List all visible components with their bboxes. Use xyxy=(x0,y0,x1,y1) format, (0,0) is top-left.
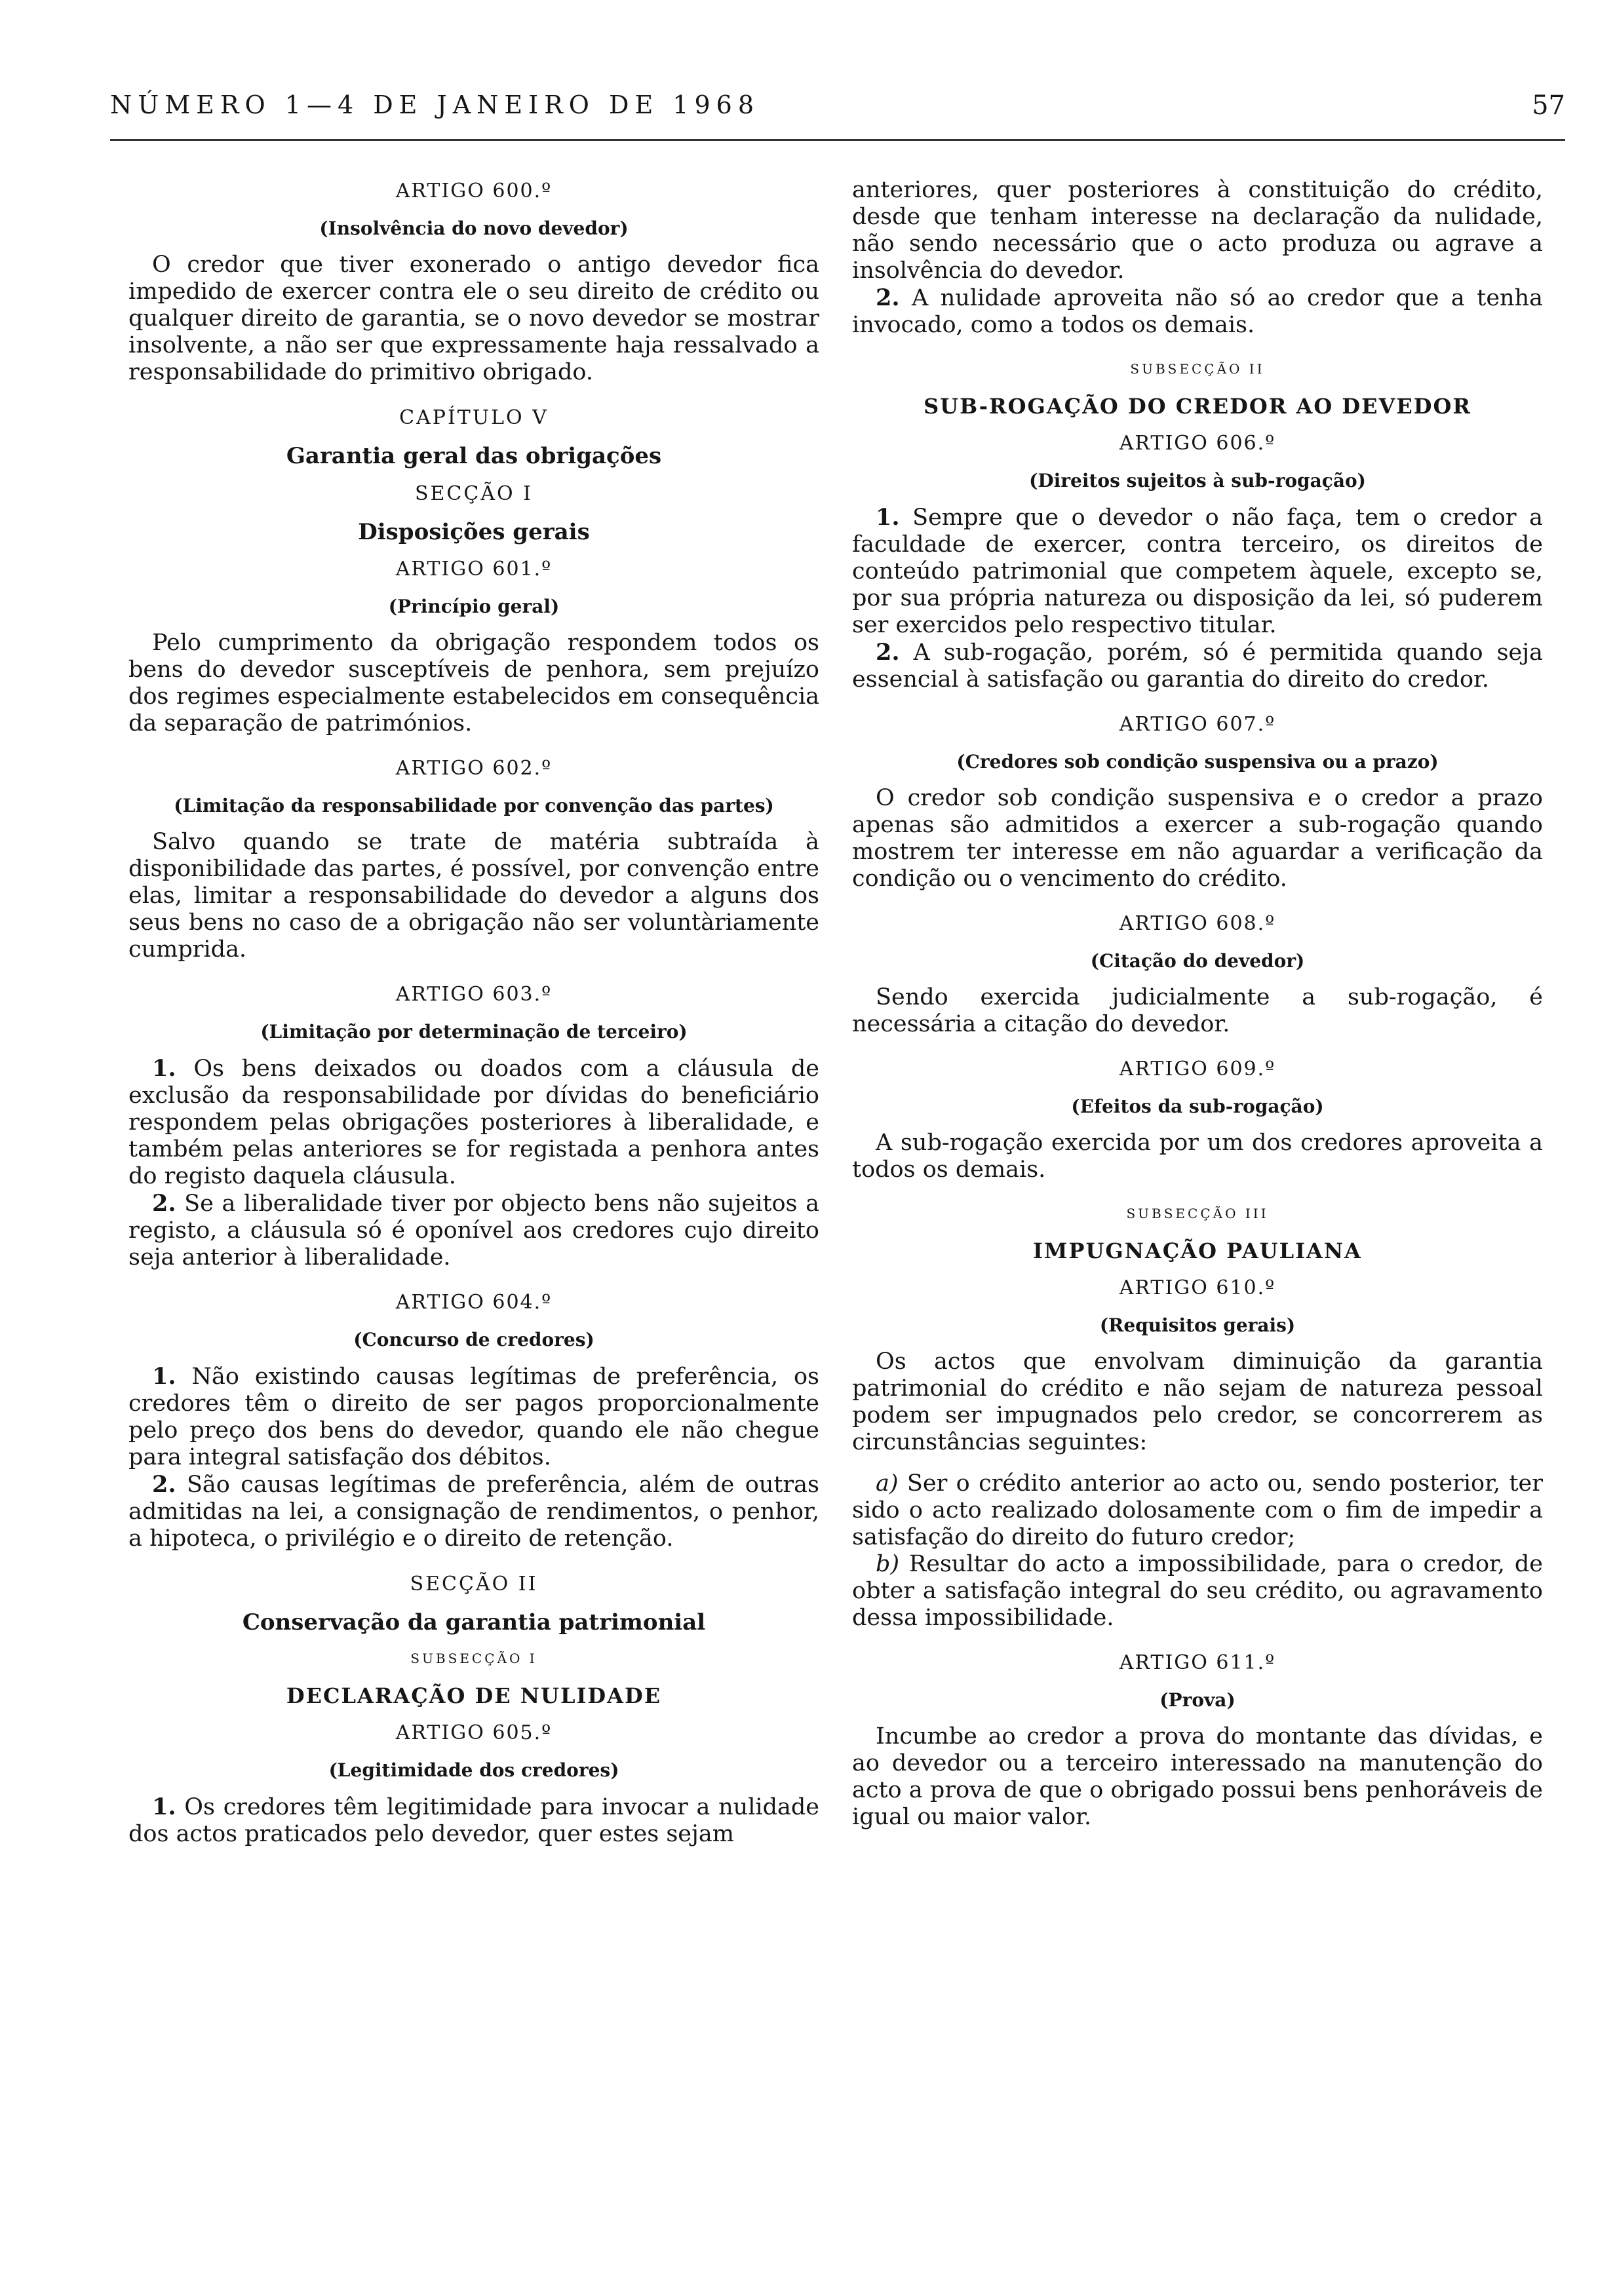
article-605 xyxy=(128,1719,819,1848)
article-paragraph-1 xyxy=(128,1793,819,1848)
section-label: SECÇÃO I xyxy=(414,482,533,505)
article-heading: (Princípio geral) xyxy=(388,596,560,617)
article-number: ARTIGO 601.º xyxy=(395,558,553,581)
right-column xyxy=(852,177,1543,1848)
article-paragraph-2 xyxy=(128,1471,819,1552)
article-605-continued xyxy=(852,177,1543,339)
subsection-label: SUBSECÇÃO I xyxy=(410,1651,537,1666)
paragraph-number: 1. xyxy=(876,504,900,531)
chapter-title: Garantia geral das obrigações xyxy=(286,443,662,469)
paragraph-text: Os credores têm legitimidade para invocar a nulidade dos actos praticados pelo devedor, quer estes sejam xyxy=(128,1794,819,1847)
article-heading: (Requisitos gerais) xyxy=(1099,1314,1296,1336)
article-heading: (Direitos sujeitos à sub-rogação) xyxy=(1029,470,1366,491)
article-611 xyxy=(852,1649,1543,1831)
article-number: ARTIGO 607.º xyxy=(1119,713,1276,736)
article-608 xyxy=(852,909,1543,1038)
paragraph-text: A nulidade aproveita não só ao credor que a tenha invocado, como a todos os demais. xyxy=(852,285,1543,338)
article-text: Os actos que envolvam diminuição da garantia patrimonial do crédito e não sejam de natureza pessoal podem ser impugnados pelo credor, se concorrerem as circunstâncias seguintes: xyxy=(852,1349,1543,1455)
left-column xyxy=(128,177,819,1865)
article-number: ARTIGO 611.º xyxy=(1119,1651,1276,1674)
paragraph-number: 1. xyxy=(152,1793,176,1820)
article-text: A sub-rogação exercida por um dos credores aproveita a todos os demais. xyxy=(852,1130,1543,1183)
article-item-b xyxy=(852,1551,1543,1632)
paragraph-number: 2. xyxy=(152,1190,176,1217)
paragraph-number: 2. xyxy=(876,284,900,311)
item-text: Ser o crédito anterior ao acto ou, sendo posterior, ter sido o acto realizado dolosamente com o fim de impedir a satisfação do direito do futuro credor; xyxy=(852,1470,1543,1550)
article-600 xyxy=(128,177,819,386)
article-text: Pelo cumprimento da obrigação respondem todos os bens do devedor susceptíveis de penhora, sem prejuízo dos regimes especialmente estabelecidos em consequência da separação de patrimónios. xyxy=(128,630,819,737)
page-number: 57 xyxy=(1532,90,1565,121)
article-paragraph-1 xyxy=(128,1055,819,1190)
paragraph-number: 2. xyxy=(152,1471,176,1498)
paragraph-text: Sempre que o devedor o não faça, tem o credor a faculdade de exercer, contra terceiro, os direitos de conteúdo patrimonial que competem àquele, excepto se, por sua própria natureza ou disposição da lei, só puderem ser exercidos pelo respectivo titular. xyxy=(852,505,1543,638)
article-number: ARTIGO 603.º xyxy=(395,983,553,1006)
paragraph-number: 1. xyxy=(152,1363,176,1390)
article-603 xyxy=(128,980,819,1271)
article-heading: (Legitimidade dos credores) xyxy=(328,1759,619,1781)
paragraph-text: Os bens deixados ou doados com a cláusula de exclusão da responsabilidade por dívidas do beneficiário respondem pelas obrigações posteriores à liberalidade, e também pelas anteriores se for registada a penhora antes do registo daquela cláusula. xyxy=(128,1056,819,1189)
header-rule xyxy=(110,139,1565,141)
journal-issue-title: NÚMERO 1—4 DE JANEIRO DE 1968 xyxy=(110,90,760,119)
article-heading: (Prova) xyxy=(1159,1689,1236,1711)
article-text: Sendo exercida judicialmente a sub-rogação, é necessária a citação do devedor. xyxy=(852,984,1543,1037)
item-letter: a) xyxy=(876,1470,899,1497)
article-number: ARTIGO 610.º xyxy=(1119,1276,1276,1299)
article-heading: (Limitação por determinação de terceiro) xyxy=(260,1021,688,1043)
article-paragraph-2 xyxy=(852,639,1543,693)
article-text: Salvo quando se trate de matéria subtraída à disponibilidade das partes, é possível, por convenção entre elas, limitar a responsabilidade do devedor a alguns dos seus bens no caso de a obrigação não ser voluntàriamente cumprida. xyxy=(128,829,819,963)
article-text: O credor que tiver exonerado o antigo devedor fica impedido de exercer contra ele o seu direito de crédito ou qualquer direito de garantia, se o novo devedor se mostrar insolvente, a não ser que expressamente haja ressalvado a responsabilidade do primitivo obrigado. xyxy=(128,252,819,385)
article-602 xyxy=(128,754,819,963)
article-heading: (Citação do devedor) xyxy=(1090,950,1305,972)
article-item-a xyxy=(852,1470,1543,1551)
subsection-title: IMPUGNAÇÃO PAULIANA xyxy=(1033,1238,1362,1263)
subsection-label: SUBSECÇÃO III xyxy=(1126,1206,1269,1221)
article-number: ARTIGO 600.º xyxy=(395,180,553,202)
section-label: SECÇÃO II xyxy=(410,1573,538,1596)
chapter-label: CAPÍTULO V xyxy=(399,406,549,429)
subsection-label: SUBSECÇÃO II xyxy=(1130,361,1265,377)
article-heading: (Insolvência do novo devedor) xyxy=(319,218,629,239)
article-number: ARTIGO 604.º xyxy=(395,1291,553,1314)
section-title: Disposições gerais xyxy=(358,519,590,545)
article-paragraph-1 xyxy=(852,504,1543,639)
article-heading: (Concurso de credores) xyxy=(353,1329,594,1350)
item-text: Resultar do acto a impossibilidade, para o credor, de obter a satisfação integral do seu crédito, ou agravamento dessa impossibilidade. xyxy=(852,1551,1543,1631)
article-606 xyxy=(852,429,1543,693)
paragraph-text: São causas legítimas de preferência, além de outras admitidas na lei, a consignação de rendimentos, o penhor, a hipoteca, o privilégio e o direito de retenção. xyxy=(128,1472,819,1552)
article-609 xyxy=(852,1055,1543,1183)
paragraph-number: 2. xyxy=(876,639,900,666)
article-paragraph-2 xyxy=(852,284,1543,339)
paragraph-text: Se a liberalidade tiver por objecto bens não sujeitos a registo, a cláusula só é oponível aos credores cujo direito seja anterior à liberalidade. xyxy=(128,1191,819,1271)
article-heading: (Efeitos da sub-rogação) xyxy=(1071,1096,1324,1117)
section-title: Conservação da garantia patrimonial xyxy=(242,1609,706,1636)
spacer xyxy=(852,1456,1543,1470)
article-607 xyxy=(852,710,1543,892)
article-text: O credor sob condição suspensiva e o credor a prazo apenas são admitidos a exercer a sub-rogação quando mostrem ter interesse em não aguardar a verificação da condição ou o vencimento do crédito. xyxy=(852,785,1543,892)
article-heading: (Limitação da responsabilidade por convenção das partes) xyxy=(174,795,774,816)
article-610 xyxy=(852,1274,1543,1632)
article-604 xyxy=(128,1288,819,1552)
article-601 xyxy=(128,555,819,737)
article-paragraph-2 xyxy=(128,1190,819,1271)
subsection-title: SUB-ROGAÇÃO DO CREDOR AO DEVEDOR xyxy=(924,394,1471,419)
article-number: ARTIGO 606.º xyxy=(1119,432,1276,455)
paragraph-continuation: anteriores, quer posteriores à constituição do crédito, desde que tenham interesse na declaração da nulidade, não sendo necessário que o acto produza ou agrave a insolvência do devedor. xyxy=(852,177,1543,284)
item-letter: b) xyxy=(876,1551,900,1577)
article-number: ARTIGO 605.º xyxy=(395,1721,553,1744)
paragraph-number: 1. xyxy=(152,1055,176,1082)
article-paragraph-1 xyxy=(128,1363,819,1471)
article-number: ARTIGO 609.º xyxy=(1119,1058,1276,1081)
subsection-title: DECLARAÇÃO DE NULIDADE xyxy=(286,1683,662,1708)
paragraph-text: A sub-rogação, porém, só é permitida quando seja essencial à satisfação ou garantia do direito do credor. xyxy=(852,640,1543,693)
article-number: ARTIGO 608.º xyxy=(1119,912,1276,935)
article-number: ARTIGO 602.º xyxy=(395,757,553,780)
page-header xyxy=(110,90,1565,130)
article-text: Incumbe ao credor a prova do montante das dívidas, e ao devedor ou a terceiro interessado na manutenção do acto a prova de que o obrigado possui bens penhoráveis de igual ou maior valor. xyxy=(852,1723,1543,1830)
paragraph-text: Não existindo causas legítimas de preferência, os credores têm o direito de ser pagos proporcionalmente pelo preço dos bens do devedor, quando ele não chegue para integral satisfação dos débitos. xyxy=(128,1364,819,1470)
article-heading: (Credores sob condição suspensiva ou a prazo) xyxy=(956,751,1439,773)
